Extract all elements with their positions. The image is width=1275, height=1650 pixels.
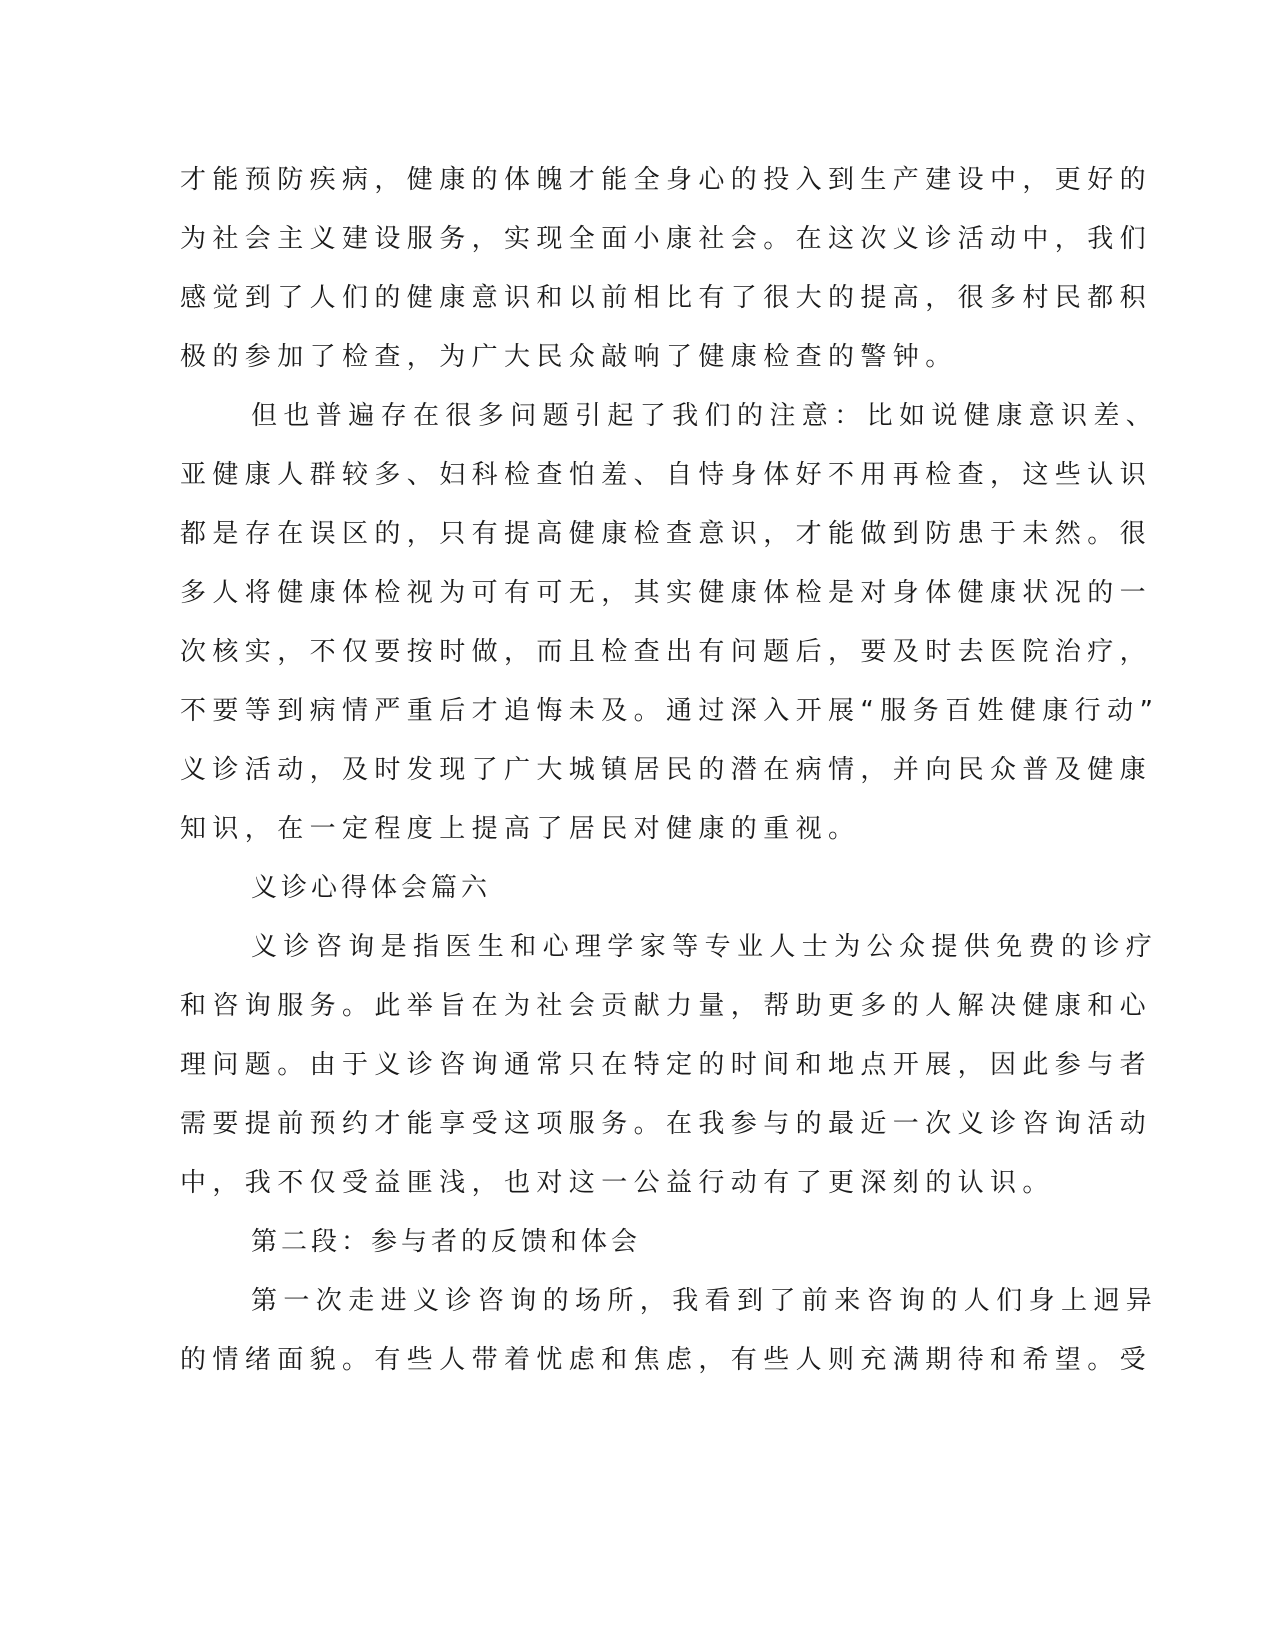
text-line: 才能预防疾病，健康的体魄才能全身心的投入到生产建设中，更好的 <box>180 165 1153 195</box>
text-line: 次核实，不仅要按时做，而且检查出有问题后，要及时去医院治疗， <box>180 637 1153 667</box>
paragraph-first-line: 义诊咨询是指医生和心理学家等专业人士为公众提供免费的诊疗 <box>251 932 1159 962</box>
text-line: 亚健康人群较多、妇科检查怕羞、自恃身体好不用再检查，这些认识 <box>180 460 1153 490</box>
text-line: 中，我不仅受益匪浅，也对这一公益行动有了更深刻的认识。 <box>180 1168 1055 1198</box>
text-line: 感觉到了人们的健康意识和以前相比有了很大的提高，很多村民都积 <box>180 283 1153 313</box>
section-heading: 第二段：参与者的反馈和体会 <box>251 1227 642 1257</box>
text-line: 知识，在一定程度上提高了居民对健康的重视。 <box>180 814 861 844</box>
section-heading: 义诊心得体会篇六 <box>251 873 492 903</box>
text-line: 都是存在误区的，只有提高健康检查意识，才能做到防患于未然。很 <box>180 519 1153 549</box>
text-line: 义诊活动，及时发现了广大城镇居民的潜在病情，并向民众普及健康 <box>180 755 1153 785</box>
text-line: 不要等到病情严重后才追悔未及。通过深入开展“服务百姓健康行动” <box>180 696 1160 726</box>
text-line: 极的参加了检查，为广大民众敲响了健康检查的警钟。 <box>180 342 958 372</box>
text-line: 为社会主义建设服务，实现全面小康社会。在这次义诊活动中，我们 <box>180 224 1153 254</box>
text-line: 理问题。由于义诊咨询通常只在特定的时间和地点开展，因此参与者 <box>180 1050 1153 1080</box>
text-line: 需要提前预约才能享受这项服务。在我参与的最近一次义诊咨询活动 <box>180 1109 1153 1139</box>
paragraph-first-line: 但也普遍存在很多问题引起了我们的注意：比如说健康意识差、 <box>251 401 1159 431</box>
text-line: 和咨询服务。此举旨在为社会贡献力量，帮助更多的人解决健康和心 <box>180 991 1153 1021</box>
text-line: 多人将健康体检视为可有可无，其实健康体检是对身体健康状况的一 <box>180 578 1153 608</box>
paragraph-first-line: 第一次走进义诊咨询的场所，我看到了前来咨询的人们身上迥异 <box>251 1286 1159 1316</box>
text-line: 的情绪面貌。有些人带着忧虑和焦虑，有些人则充满期待和希望。受 <box>180 1345 1153 1375</box>
